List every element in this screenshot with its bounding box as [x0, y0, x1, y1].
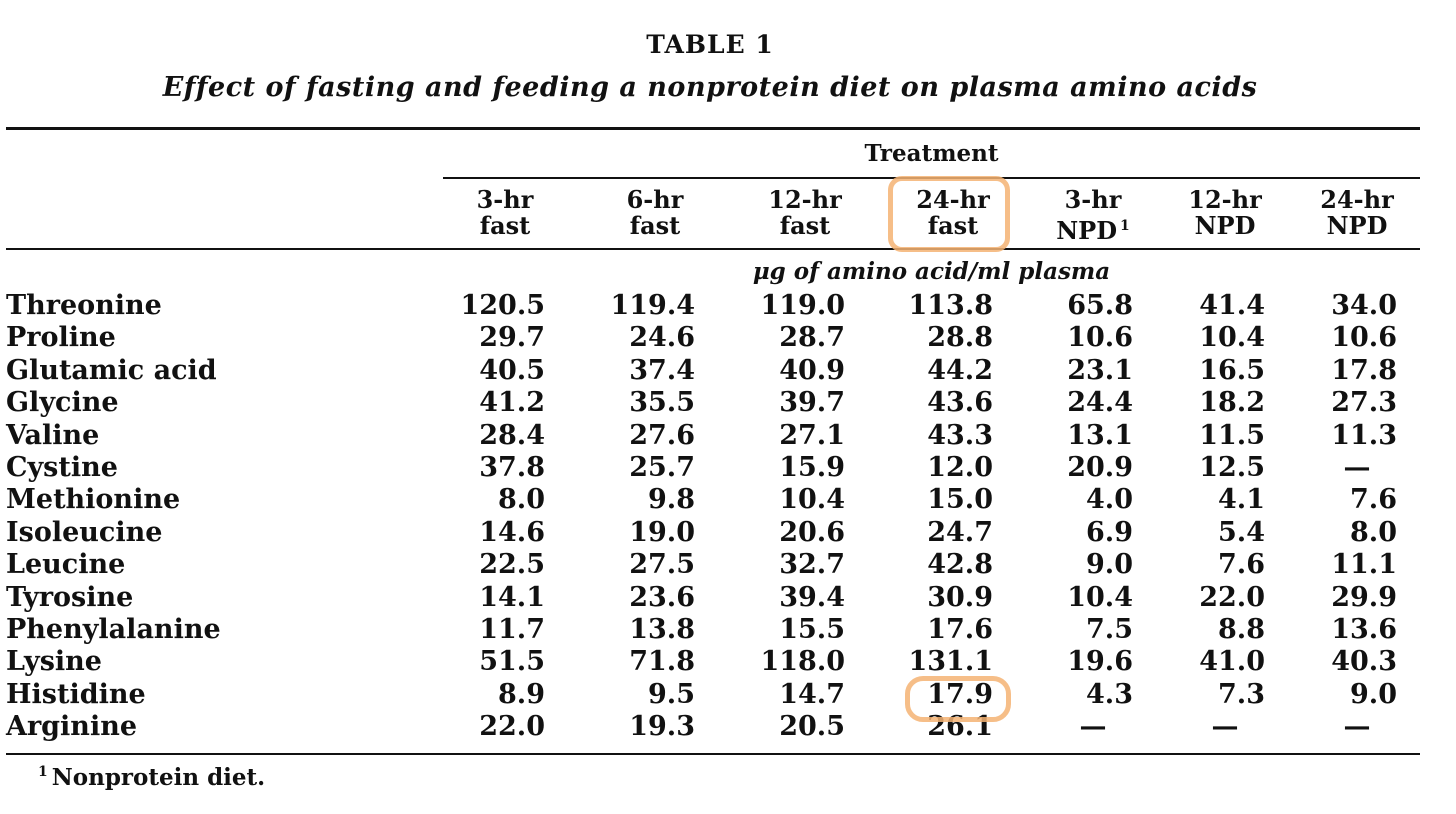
row-label: Valine: [6, 419, 100, 451]
row-label: Histidine: [6, 678, 146, 710]
table-label: TABLE 1: [646, 30, 774, 59]
table-cell: 40.3: [1331, 646, 1397, 678]
table-cell: 32.7: [779, 549, 845, 581]
table-cell: 65.8: [1067, 290, 1133, 321]
table-cell: 22.5: [479, 549, 545, 581]
table-cell: 27.1: [779, 419, 845, 451]
table-cell: 37.8: [479, 452, 545, 483]
column-header-line1: 6-hr: [626, 185, 684, 214]
footnote-ref: 1: [1120, 218, 1130, 234]
table-cell: 4.1: [1218, 484, 1265, 516]
table-cell: 7.3: [1218, 678, 1265, 710]
column-header-line2: [740, 213, 870, 239]
table-cell: 15.5: [779, 614, 845, 645]
table-cell: 27.3: [1331, 387, 1397, 419]
table-cell: 35.5: [629, 387, 695, 419]
table-cell: 10.4: [1199, 322, 1265, 354]
table-cell: 17.8: [1331, 354, 1397, 386]
table-cell: 71.8: [629, 646, 695, 678]
table-cell: 9.8: [648, 484, 695, 516]
table-cell: 24.7: [927, 516, 993, 548]
table-cell: 42.8: [927, 549, 993, 581]
table-cell: 120.5: [460, 290, 545, 321]
table-cell: 22.0: [1199, 581, 1265, 613]
table-cell: 119.4: [610, 290, 695, 321]
table-cell: 51.5: [479, 646, 545, 678]
table-cell: 29.7: [479, 322, 545, 354]
column-header-line2: [1292, 213, 1422, 239]
table-cell: 22.0: [479, 711, 545, 743]
row-label: Proline: [6, 322, 116, 354]
footnote-marker: 1: [38, 764, 48, 781]
table-cell: 27.5: [629, 549, 695, 581]
table-cell: 12.0: [927, 452, 993, 483]
table-cell: 11.1: [1331, 549, 1397, 581]
column-header-line2-text: NPD: [1194, 211, 1256, 240]
row-label: Arginine: [6, 711, 138, 743]
table-cell: 17.6: [927, 614, 993, 645]
column-header-line2: [590, 213, 720, 239]
column-header-line2: [1028, 213, 1158, 244]
table-cell: 40.9: [779, 354, 845, 386]
column-header-line1: 3-hr: [1064, 185, 1122, 214]
row-label: Glycine: [6, 387, 119, 419]
table-cell: 11.5: [1199, 419, 1265, 451]
footnote-text: Nonprotein diet.: [51, 764, 266, 791]
table-cell: 16.5: [1199, 354, 1265, 386]
treatment-rule: [443, 177, 1420, 179]
table-cell: 23.6: [629, 581, 695, 613]
column-header-3: [740, 187, 870, 239]
table-cell: 14.1: [479, 581, 545, 613]
table-cell: 4.3: [1086, 678, 1133, 710]
table-cell: 37.4: [629, 354, 695, 386]
table-cell: 20.6: [779, 516, 845, 548]
column-header-line2-text: NPD: [1056, 216, 1118, 245]
table-cell: 8.8: [1218, 614, 1265, 645]
column-header-line2: [1160, 213, 1290, 239]
table-cell: 41.2: [479, 387, 545, 419]
column-header-7: [1292, 187, 1422, 239]
table-cell: 10.4: [1067, 581, 1133, 613]
table-cell: 6.9: [1086, 516, 1133, 548]
units-label: μg of amino acid/ml plasma: [752, 258, 1111, 285]
header-rule: [6, 248, 1420, 250]
column-header-6: [1160, 187, 1290, 239]
table-cell: 28.4: [479, 419, 545, 451]
table-cell: 10.4: [779, 484, 845, 516]
table-cell: 41.4: [1199, 290, 1265, 321]
table-cell: 13.1: [1067, 419, 1133, 451]
table-cell: 40.5: [479, 354, 545, 386]
table-cell: 20.5: [779, 711, 845, 743]
table-cell: 43.3: [927, 419, 993, 451]
footnote: [38, 764, 265, 791]
table-cell: 44.2: [927, 354, 993, 386]
table-cell: —: [1079, 711, 1107, 743]
table-cell: 14.6: [479, 516, 545, 548]
table-cell: 19.6: [1067, 646, 1133, 678]
table-cell: 8.0: [498, 484, 545, 516]
column-header-5: [1028, 187, 1158, 244]
table-cell: —: [1343, 711, 1371, 743]
table-cell: 12.5: [1199, 452, 1265, 483]
table-cell: 28.8: [927, 322, 993, 354]
table-cell: 9.0: [1086, 549, 1133, 581]
treatment-header: Treatment: [864, 140, 999, 167]
row-label: Cystine: [6, 452, 118, 483]
table-cell: 15.0: [927, 484, 993, 516]
table-cell: 29.9: [1331, 581, 1397, 613]
table-cell: 7.5: [1086, 614, 1133, 645]
column-header-line2-text: fast: [629, 211, 681, 240]
table-cell: 13.6: [1331, 614, 1397, 645]
table-cell: 41.0: [1199, 646, 1265, 678]
row-label: Isoleucine: [6, 516, 163, 548]
table-cell: 8.9: [498, 678, 545, 710]
row-label: Tyrosine: [6, 581, 134, 613]
table-cell: 15.9: [779, 452, 845, 483]
table-cell: 9.0: [1350, 678, 1397, 710]
column-header-line2-text: fast: [779, 211, 831, 240]
row-label: Methionine: [6, 484, 181, 516]
table-cell: 113.8: [908, 290, 993, 321]
column-header-line1: 12-hr: [768, 185, 842, 214]
table-cell: 11.3: [1331, 419, 1397, 451]
table-cell: 4.0: [1086, 484, 1133, 516]
table-cell: 17.9: [927, 678, 993, 710]
table-caption: Effect of fasting and feeding a nonprotein diet on plasma amino acids: [162, 72, 1258, 103]
table-cell: 8.0: [1350, 516, 1397, 548]
table-cell: 24.6: [629, 322, 695, 354]
table-cell: 9.5: [648, 678, 695, 710]
table-cell: 24.4: [1067, 387, 1133, 419]
table-cell: 118.0: [760, 646, 845, 678]
row-label: Glutamic acid: [6, 354, 217, 386]
table-cell: 39.7: [779, 387, 845, 419]
table-cell: 27.6: [629, 419, 695, 451]
row-label: Phenylalanine: [6, 614, 221, 645]
table-cell: 14.7: [779, 678, 845, 710]
table-cell: 10.6: [1331, 322, 1397, 354]
table-cell: 131.1: [908, 646, 993, 678]
table-cell: 43.6: [927, 387, 993, 419]
table-cell: 20.9: [1067, 452, 1133, 483]
table-cell: 25.7: [629, 452, 695, 483]
row-label: Threonine: [6, 290, 162, 321]
table-cell: 26.1: [927, 711, 993, 743]
table-cell: 39.4: [779, 581, 845, 613]
table-cell: 28.7: [779, 322, 845, 354]
column-header-line1: 24-hr: [1320, 185, 1394, 214]
column-header-line1: 24-hr: [916, 185, 990, 214]
column-header-line1: 12-hr: [1188, 185, 1262, 214]
column-header-line2-text: NPD: [1326, 211, 1388, 240]
row-label: Lysine: [6, 646, 102, 678]
table-cell: 23.1: [1067, 354, 1133, 386]
table-cell: —: [1343, 452, 1371, 483]
table-cell: 7.6: [1218, 549, 1265, 581]
column-header-4: [888, 187, 1018, 239]
table-cell: 13.8: [629, 614, 695, 645]
column-header-1: [440, 187, 570, 239]
top-rule: [6, 127, 1420, 130]
table-cell: 7.6: [1350, 484, 1397, 516]
column-header-line2: [888, 213, 1018, 239]
table-cell: 34.0: [1331, 290, 1397, 321]
table-cell: 119.0: [760, 290, 845, 321]
column-header-line2-text: fast: [479, 211, 531, 240]
table-cell: 30.9: [927, 581, 993, 613]
column-header-line1: 3-hr: [476, 185, 534, 214]
table-cell: 11.7: [479, 614, 545, 645]
column-header-line2-text: fast: [927, 211, 979, 240]
column-header-line2: [440, 213, 570, 239]
column-header-2: [590, 187, 720, 239]
table-cell: 18.2: [1199, 387, 1265, 419]
table-cell: 19.3: [629, 711, 695, 743]
table-cell: 5.4: [1218, 516, 1265, 548]
bottom-rule: [6, 753, 1420, 755]
table-cell: —: [1211, 711, 1239, 743]
row-label: Leucine: [6, 549, 126, 581]
table-cell: 19.0: [629, 516, 695, 548]
table-cell: 10.6: [1067, 322, 1133, 354]
